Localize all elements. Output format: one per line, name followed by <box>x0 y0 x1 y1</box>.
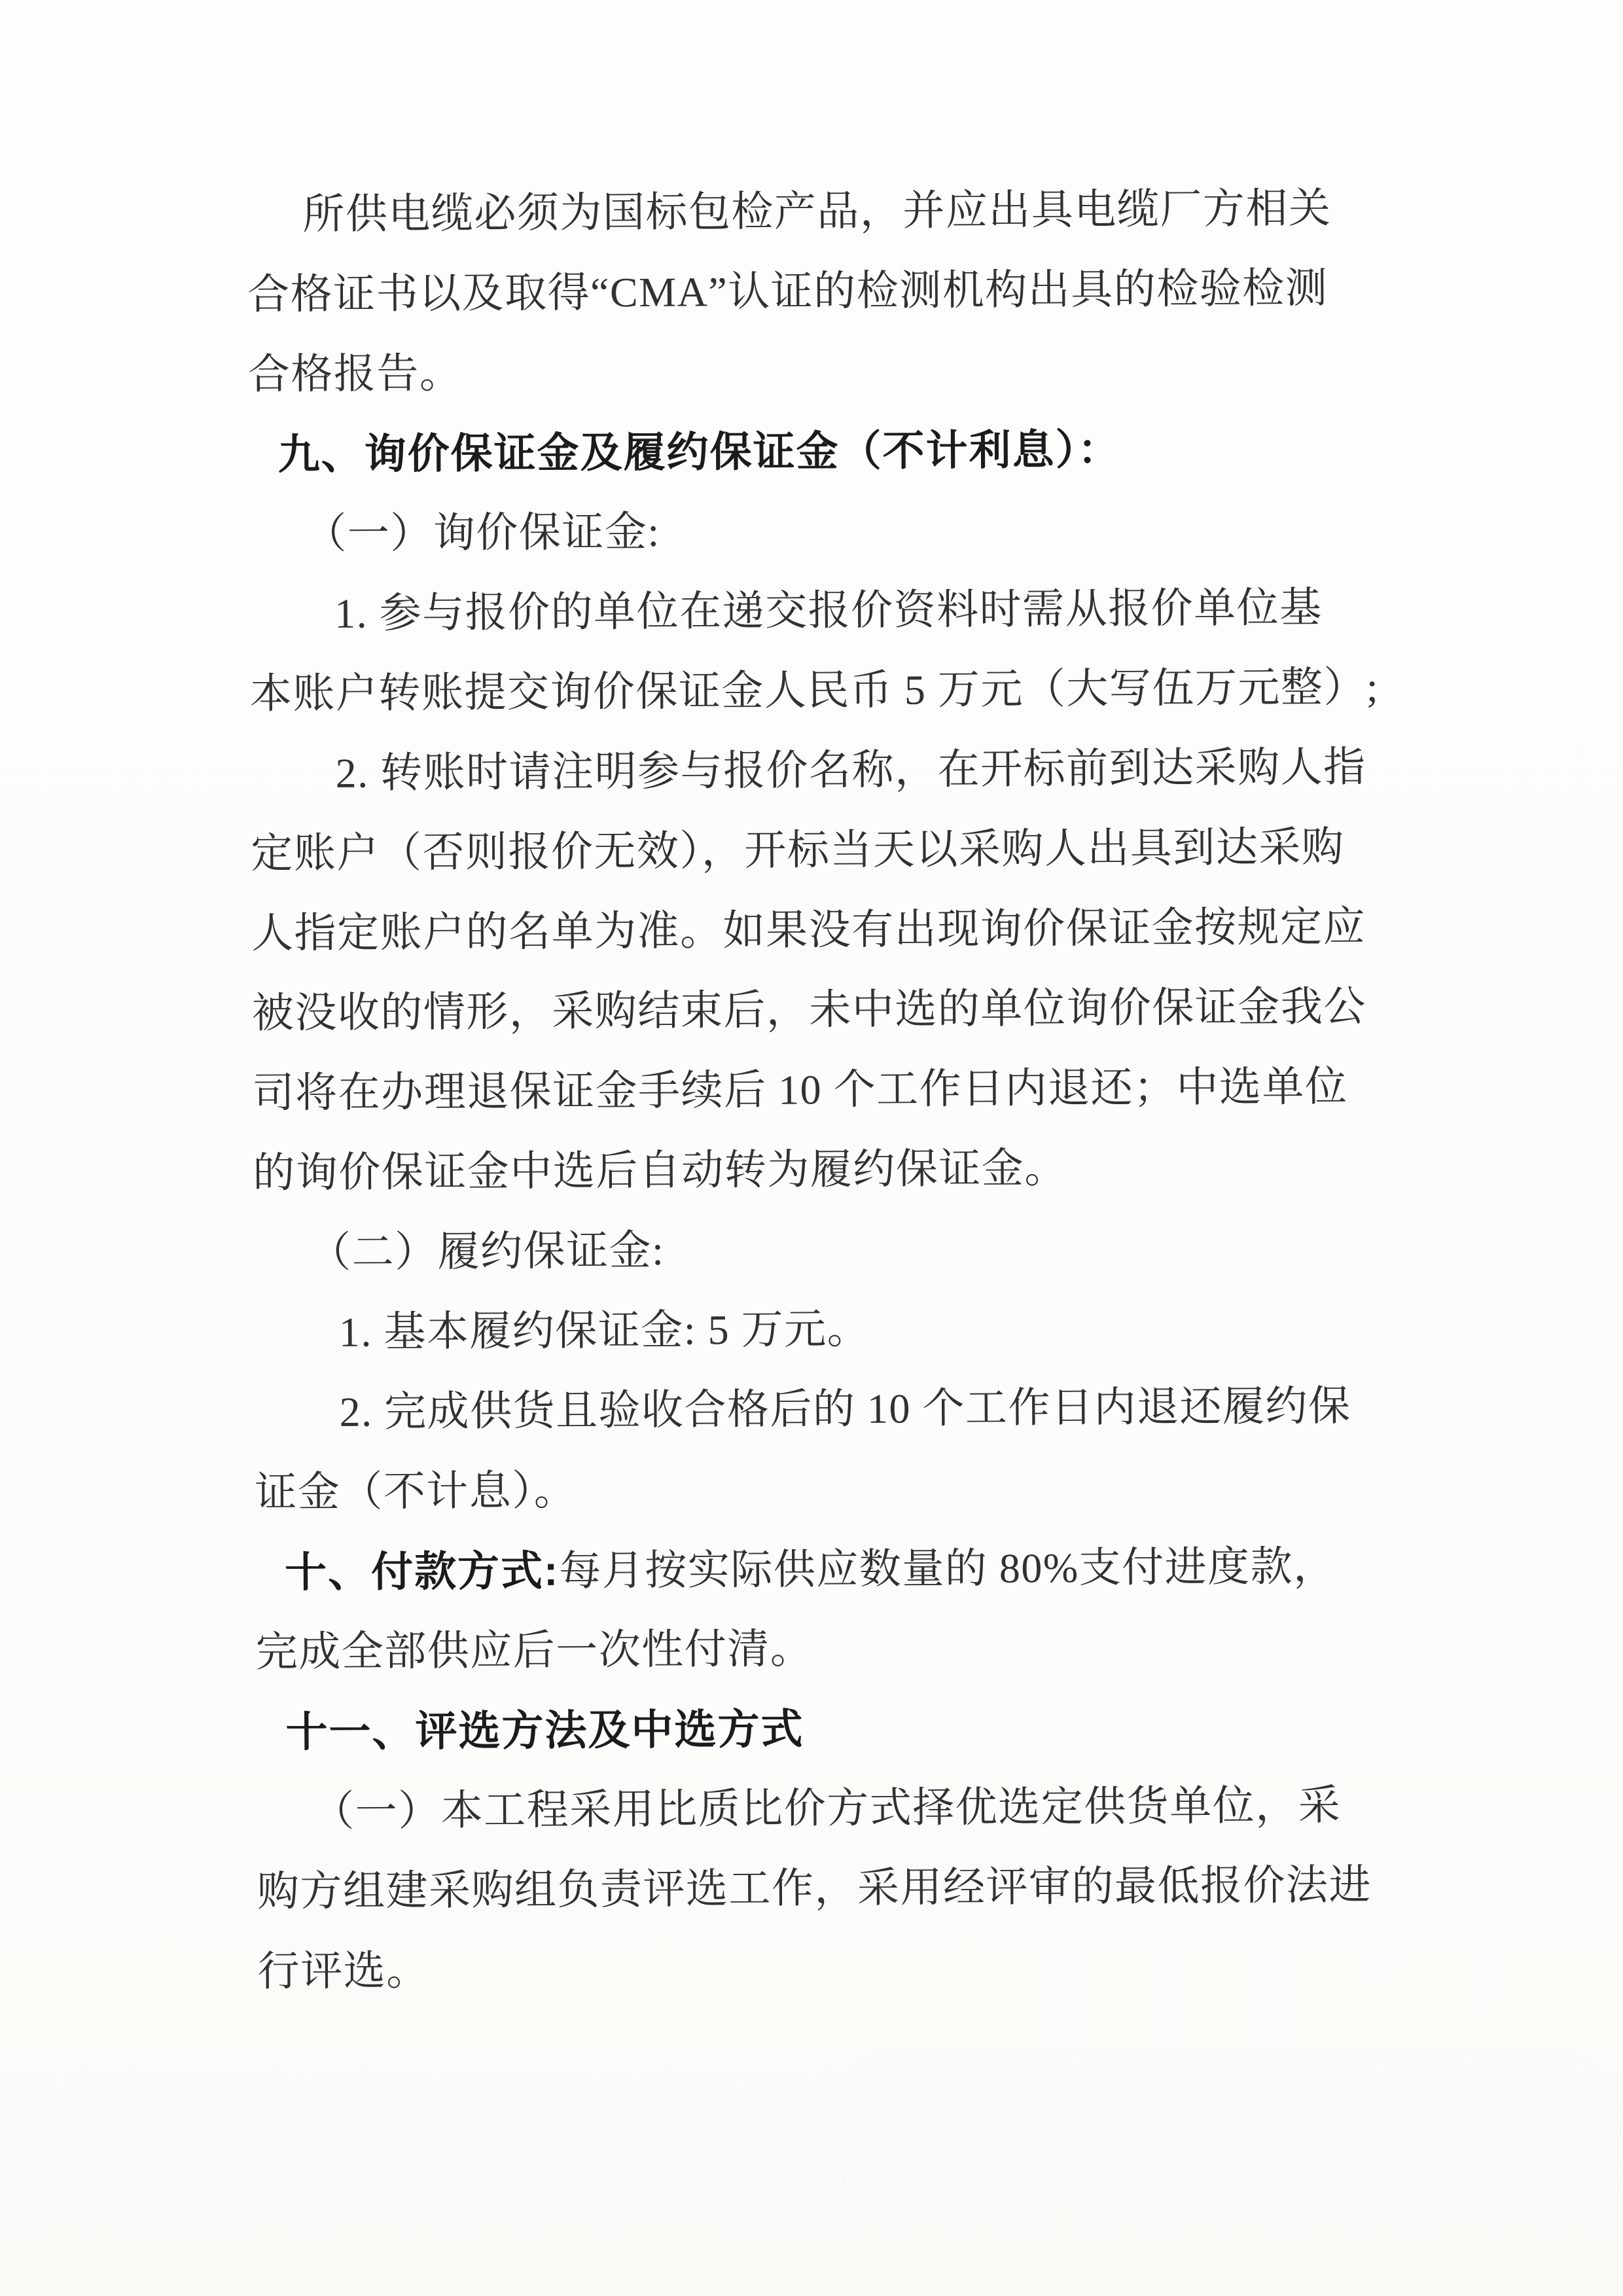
body-text: 所供电缆必须为国标包检产品，并应出具电缆厂方相关 <box>302 185 1332 238</box>
document-line-20 <box>256 1685 1476 1772</box>
document-line-4 <box>248 407 1468 494</box>
document-line-2 <box>247 247 1467 334</box>
body-text: （一）本工程采用比质比价方式择优选定供货单位，采 <box>312 1782 1342 1835</box>
document-line-19 <box>255 1605 1475 1692</box>
document-line-22 <box>257 1844 1477 1931</box>
body-text: 1. 基本履约保证金: 5 万元。 <box>338 1305 870 1355</box>
heading-text: 九、询价保证金及履约保证金（不计利息）： <box>277 425 1121 478</box>
body-text: 购方组建采购组负责评选工作，采用经评审的最低报价法进 <box>257 1861 1372 1915</box>
document-line-18 <box>255 1525 1475 1612</box>
document-line-7 <box>249 647 1469 734</box>
body-text: 司将在办理退保证金手续后 10 个工作日内退还；中选单位 <box>252 1063 1348 1117</box>
body-text: 2. 转账时请注明参与报价名称，在开标前到达采购人指 <box>335 744 1366 797</box>
document-line-8 <box>250 726 1470 814</box>
body-text: 合格报告。 <box>247 350 463 398</box>
document-line-16 <box>254 1365 1474 1452</box>
document-line-5 <box>249 487 1469 574</box>
document-line-11 <box>251 966 1471 1053</box>
document-line-14 <box>253 1206 1473 1293</box>
document-line-1 <box>247 168 1467 255</box>
document-line-13 <box>253 1126 1472 1213</box>
body-text: 定账户（否则报价无效），开标当天以采购人出具到达采购 <box>251 823 1345 877</box>
document-line-23 <box>257 1924 1477 2011</box>
body-text: 1. 参与报价的单位在递交报价资料时需从报价单位基 <box>334 584 1323 637</box>
body-text: 每月按实际供应数量的 80%支付进度款， <box>559 1543 1336 1594</box>
body-text: 完成全部供应后一次性付清。 <box>255 1625 813 1676</box>
document-line-15 <box>253 1285 1473 1372</box>
scan-artifact <box>39 2114 890 2271</box>
document-line-21 <box>257 1765 1476 1852</box>
body-text: 证金（不计息）。 <box>255 1467 577 1516</box>
heading-text: 十、付款方式: <box>284 1547 560 1596</box>
body-text: 2. 完成供货且验收合格后的 10 个工作日内退还履约保 <box>339 1382 1351 1435</box>
body-text: 行评选。 <box>257 1947 429 1995</box>
body-text: （二）履约保证金: <box>308 1227 665 1276</box>
document-line-12 <box>252 1046 1472 1133</box>
body-text: 人指定账户的名单为准。如果没有出现询价保证金按规定应 <box>251 903 1366 957</box>
document-line-10 <box>251 886 1471 973</box>
body-text: 的询价保证金中选后自动转为履约保证金。 <box>253 1145 1068 1196</box>
document-line-6 <box>249 567 1469 654</box>
document-line-3 <box>248 327 1468 414</box>
heading-text: 十一、评选方法及中选方式 <box>285 1705 804 1756</box>
scan-artifact <box>825 2049 1623 2245</box>
document-line-17 <box>255 1445 1474 1532</box>
body-text: 合格证书以及取得“CMA”认证的检测机构出具的检验检测 <box>247 264 1329 318</box>
body-text: （一）询价保证金: <box>304 508 660 558</box>
document-line-9 <box>251 806 1471 893</box>
document-text-block <box>247 168 1477 2011</box>
body-text: 被没收的情形，采购结束后，未中选的单位询价保证金我公 <box>251 983 1367 1037</box>
body-text: 本账户转账提交询价保证金人民币 5 万元（大写伍万元整）; <box>249 664 1380 717</box>
